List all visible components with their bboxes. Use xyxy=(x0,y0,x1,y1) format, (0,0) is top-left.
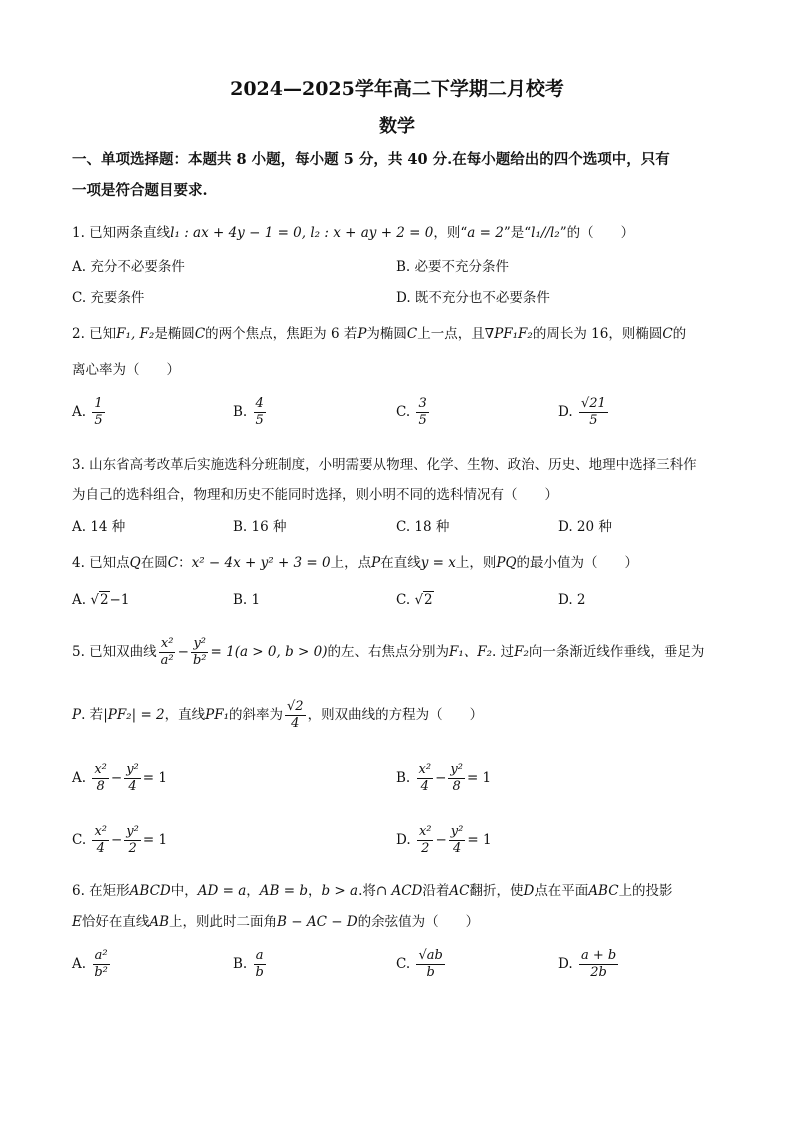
q5-option-a: A. $\frac{\text{x²}}{8}$ − $\frac{\text{y²}}{4}$ = 1 xyxy=(72,762,167,794)
q1-option-b: B. 必要不充分条件 xyxy=(396,259,510,275)
q6-c-num: √ab xyxy=(418,948,443,963)
q5-b-num2: y² xyxy=(450,762,463,777)
q6-d-fraction xyxy=(579,948,618,981)
q5-option-d: D. $\frac{\text{x²}}{2}$ − $\frac{\text{y²}}{4}$ = 1 xyxy=(396,824,492,856)
q1-option-d: D. 既不充分也不必要条件 xyxy=(396,290,550,306)
q6-text-g: 翻折，使 xyxy=(469,883,524,899)
q2-math-tri: ∇PF₁F₂ xyxy=(484,326,533,342)
q5-text-d: 向一条渐近线作垂线，垂足为 xyxy=(528,644,705,660)
q5-option-b: B. $\frac{\text{x²}}{4}$ − $\frac{\text{y²}}{8}$ = 1 xyxy=(396,762,492,794)
q6-math-ac: AC xyxy=(449,883,470,899)
q6-b-label: B. xyxy=(233,956,248,972)
q5-text-a: 5. 已知双曲线 xyxy=(72,644,157,660)
q6-math-ab2: AB xyxy=(149,914,170,930)
q5-c-frac1 xyxy=(92,824,109,857)
q2-b-label: B. xyxy=(233,404,248,420)
q4-text-f: 上，则 xyxy=(455,555,497,571)
q5-d-num1: x² xyxy=(418,824,432,839)
q4-a-radicand: 2 xyxy=(99,592,109,608)
q5-d-eq: = 1 xyxy=(467,832,492,848)
q5-slope-num: √2 xyxy=(287,699,304,714)
q5-a-label: A. xyxy=(72,770,87,786)
q2-text-a: 2. 已知 xyxy=(72,326,117,342)
q2-text-d: 为椭圆 xyxy=(366,326,407,342)
q5-a-den1: 8 xyxy=(96,779,105,794)
q4-a-tail: −1 xyxy=(109,592,130,608)
q5-frac2-den: b² xyxy=(192,653,207,668)
q4-text-e: 在直线 xyxy=(380,555,421,571)
section-heading-line2: 一项是符合题目要求. xyxy=(72,182,208,199)
q3-option-b: B. 16 种 xyxy=(233,519,287,535)
q5-minus: − xyxy=(177,644,189,660)
q5-c-frac2 xyxy=(124,824,141,857)
q6-text-f: 沿着 xyxy=(422,883,450,899)
q4-text-b: 在圆 xyxy=(140,555,168,571)
q5-c-eq: = 1 xyxy=(142,832,168,848)
q1-math-par: l₁//l₂ xyxy=(531,225,560,241)
q5-b-frac2 xyxy=(448,762,465,795)
q5-d-den2: 4 xyxy=(452,841,462,856)
q5-d-den1: 2 xyxy=(421,841,430,856)
q5-d-label: D. xyxy=(396,832,411,848)
q6-c-fraction xyxy=(416,948,444,981)
q5-a-eq: = 1 xyxy=(142,770,167,786)
q1-text-a: 1. 已知两条直线 xyxy=(72,225,171,241)
q5-option-c: C. $\frac{\text{x²}}{4}$ − $\frac{\text{y²}}{2}$ = 1 xyxy=(72,824,168,856)
q4-text-c: ： xyxy=(178,555,192,571)
q5-math-f2: F₂ xyxy=(514,644,529,660)
q2-d-den: 5 xyxy=(589,413,598,428)
q6-text-h: 点在平面 xyxy=(534,883,589,899)
q6-a-fraction xyxy=(92,948,110,981)
q5-c-den2: 2 xyxy=(128,841,137,856)
q6-text-l: 的余弦值为（ ） xyxy=(357,914,480,930)
q5-b-label: B. xyxy=(396,770,411,786)
section-heading xyxy=(72,144,732,206)
question-2-stem-line1 xyxy=(72,322,732,342)
q5-slope xyxy=(285,699,306,732)
q5-slope-den: 4 xyxy=(291,716,300,731)
q3-option-d: D. 20 种 xyxy=(558,519,612,535)
q4-option-b: B. 1 xyxy=(233,592,261,608)
q2-math-p: P xyxy=(357,326,367,342)
q4-math-q: Q xyxy=(129,555,141,571)
q1-math-cond: a = 2 xyxy=(467,225,504,241)
exam-title: 2024—2025学年高二下学期二月校考 xyxy=(230,78,564,100)
q5-text-c: . 过 xyxy=(492,644,515,660)
q6-a-den: b² xyxy=(94,965,108,980)
q5-d-frac2 xyxy=(449,824,466,857)
q1-option-c: C. 充要条件 xyxy=(72,290,145,306)
q5-frac1-num: x² xyxy=(160,636,174,651)
q6-text-i: 上的投影 xyxy=(618,883,673,899)
question-3-stem-line2: 为自己的选科组合，物理和历史不能同时选择，则小明不同的选科情况有（ ） xyxy=(72,487,558,503)
q2-c-label: C. xyxy=(396,404,411,420)
subject-title: 数学 xyxy=(379,116,415,137)
q6-b-den: b xyxy=(255,965,264,980)
q5-a-num2: y² xyxy=(126,762,139,777)
q2-math-c2: C xyxy=(406,326,418,342)
q5-c-label: C. xyxy=(72,832,87,848)
q4-text-a: 4. 已知点 xyxy=(72,555,130,571)
q5-b-num1: x² xyxy=(418,762,432,777)
q4-c-sqrt: √2 xyxy=(414,592,433,608)
q6-b-num: a xyxy=(255,948,264,963)
q6-text-k: 上，则此时二面角 xyxy=(169,914,278,930)
q6-math-abc: ABC xyxy=(588,883,619,899)
q5-text-e: . 若 xyxy=(81,707,104,723)
q3-option-c: C. 18 种 xyxy=(396,519,450,535)
q1-text-d: ”的（ ） xyxy=(559,225,635,241)
q1-math-lines: l₁ : ax + 4y − 1 = 0, l₂ : x + ay + 2 = 0 xyxy=(170,225,434,241)
q6-option-b xyxy=(233,948,268,981)
q2-option-b xyxy=(233,396,268,429)
q5-c-num2: y² xyxy=(126,824,139,839)
q4-c-radicand: 2 xyxy=(424,592,433,608)
q4-math-pq: PQ xyxy=(496,555,517,571)
q5-b-eq: = 1 xyxy=(466,770,492,786)
q5-math-pf1: PF₁ xyxy=(205,707,230,723)
q6-c-label: C. xyxy=(396,956,411,972)
q2-text-b: 是椭圆 xyxy=(154,326,195,342)
q6-c-den: b xyxy=(426,965,435,980)
q5-math-foci: F₁、F₂ xyxy=(448,644,493,660)
q5-d-num2: y² xyxy=(450,824,464,839)
q6-b-fraction xyxy=(254,948,266,981)
q6-math-ab: AB = b xyxy=(259,883,308,899)
q2-b-num: 4 xyxy=(255,396,264,411)
question-6-stem-line2 xyxy=(72,910,732,930)
q6-math-ad: AD = a xyxy=(197,883,247,899)
q4-option-a xyxy=(72,592,129,608)
q6-option-d xyxy=(558,948,620,981)
q4-option-c xyxy=(396,592,434,608)
question-6-stem-line1 xyxy=(72,879,732,899)
q5-frac2 xyxy=(191,636,209,669)
q5-text-f: ，直线 xyxy=(164,707,206,723)
q4-math-line: y = x xyxy=(420,555,456,571)
question-2-stem-line2: 离心率为（ ） xyxy=(72,362,180,378)
q2-text-c: 的两个焦点，焦距为 6 若 xyxy=(205,326,358,342)
q5-a-frac2 xyxy=(124,762,141,795)
q2-b-fraction xyxy=(254,396,266,429)
q5-c-num1: x² xyxy=(94,824,107,839)
q2-a-num: 1 xyxy=(94,396,103,411)
q2-a-label: A. xyxy=(72,404,87,420)
q4-a-sqrt: √2 xyxy=(90,592,109,608)
q2-d-label: D. xyxy=(558,404,573,420)
q5-frac1-den: a² xyxy=(160,653,174,668)
q1-text-b: ，则“ xyxy=(433,225,468,241)
q1-option-a: A. 充分不必要条件 xyxy=(72,259,185,275)
q6-text-d: ， xyxy=(307,883,322,899)
q2-a-den: 5 xyxy=(94,413,103,428)
q2-math-c1: C xyxy=(194,326,206,342)
q2-math-c3: C xyxy=(662,326,673,342)
q2-math-foci: F₁, F₂ xyxy=(116,326,155,342)
question-1-stem xyxy=(72,221,732,241)
q2-c-num: 3 xyxy=(418,396,427,411)
q4-text-d: 上，点 xyxy=(330,555,372,571)
q2-option-c xyxy=(396,396,431,429)
q6-math-ba: b > a xyxy=(321,883,359,899)
q6-text-b: 中， xyxy=(170,883,198,899)
q6-math-abcd: ABCD xyxy=(129,883,171,899)
q2-d-fraction xyxy=(579,396,608,429)
q6-d-num: a + b xyxy=(580,948,617,963)
q5-math-p: P xyxy=(72,707,82,723)
q2-option-a xyxy=(72,396,107,429)
q2-d-num: √21 xyxy=(580,396,606,411)
question-5-stem-line2 xyxy=(72,699,732,732)
q6-math-d: D xyxy=(523,883,535,899)
q6-a-label: A. xyxy=(72,956,87,972)
q6-d-den: 2b xyxy=(590,965,607,980)
question-3-stem-line1: 3. 山东省高考改革后实施选科分班制度，小明需要从物理、化学、生物、政治、历史、地理中选择三科作 xyxy=(72,457,697,473)
q6-text-j: 恰好在直线 xyxy=(81,914,150,930)
section-heading-line1: 一、单项选择题：本题共 8 小题，每小题 5 分，共 40 分.在每小题给出的四个选项中，只有 xyxy=(72,151,670,168)
q6-math-dihedral: B − AC − D xyxy=(277,914,358,930)
q5-a-den2: 4 xyxy=(128,779,137,794)
q2-text-f: 的周长为 16，则椭圆 xyxy=(532,326,663,342)
q2-c-fraction xyxy=(416,396,428,429)
q5-frac2-num: y² xyxy=(193,636,206,651)
q4-math-circle: x² − 4x + y² + 3 = 0 xyxy=(191,555,331,571)
q5-text-h: ，则双曲线的方程为（ ） xyxy=(307,707,484,723)
q6-text-a: 6. 在矩形 xyxy=(72,883,130,899)
q6-option-a xyxy=(72,948,112,981)
q4-c-label: C. xyxy=(396,592,411,608)
q6-option-c xyxy=(396,948,447,981)
q6-a-num: a² xyxy=(94,948,108,963)
q2-c-den: 5 xyxy=(418,413,427,428)
q6-math-e: E xyxy=(72,914,82,930)
q2-text-g: 的 xyxy=(672,326,687,342)
q2-text-e: 上一点，且 xyxy=(417,326,485,342)
q5-b-den1: 4 xyxy=(420,779,429,794)
q5-a-frac1 xyxy=(92,762,109,795)
q6-text-e: .将 xyxy=(358,883,376,899)
q5-a-num1: x² xyxy=(94,762,107,777)
q2-b-den: 5 xyxy=(255,413,264,428)
q1-text-c: ”是“ xyxy=(503,225,532,241)
q4-text-g: 的最小值为（ ） xyxy=(516,555,639,571)
q5-b-frac1 xyxy=(417,762,434,795)
q4-a-label: A. xyxy=(72,592,87,608)
question-4-stem xyxy=(72,551,732,571)
question-5-stem-line1 xyxy=(72,636,732,669)
q5-c-den1: 4 xyxy=(96,841,105,856)
q6-d-label: D. xyxy=(558,956,573,972)
q5-b-den2: 8 xyxy=(452,779,461,794)
q5-text-b: 的左、右焦点分别为 xyxy=(327,644,449,660)
q4-math-c: C xyxy=(167,555,179,571)
q4-option-d: D. 2 xyxy=(558,592,586,608)
q3-option-a: A. 14 种 xyxy=(72,519,126,535)
q5-frac1 xyxy=(159,636,176,669)
q2-option-d xyxy=(558,396,610,429)
q5-d-frac1 xyxy=(417,824,434,857)
q5-math-cond: |PF₂| = 2 xyxy=(103,707,165,723)
q5-math-eq: = 1(a > 0, b > 0) xyxy=(210,644,328,660)
q5-text-g: 的斜率为 xyxy=(229,707,284,723)
q6-text-c: ， xyxy=(246,883,260,899)
q6-math-tri: ∩ ACD xyxy=(375,883,423,899)
q2-a-fraction xyxy=(92,396,104,429)
q4-math-p: P xyxy=(371,555,381,571)
